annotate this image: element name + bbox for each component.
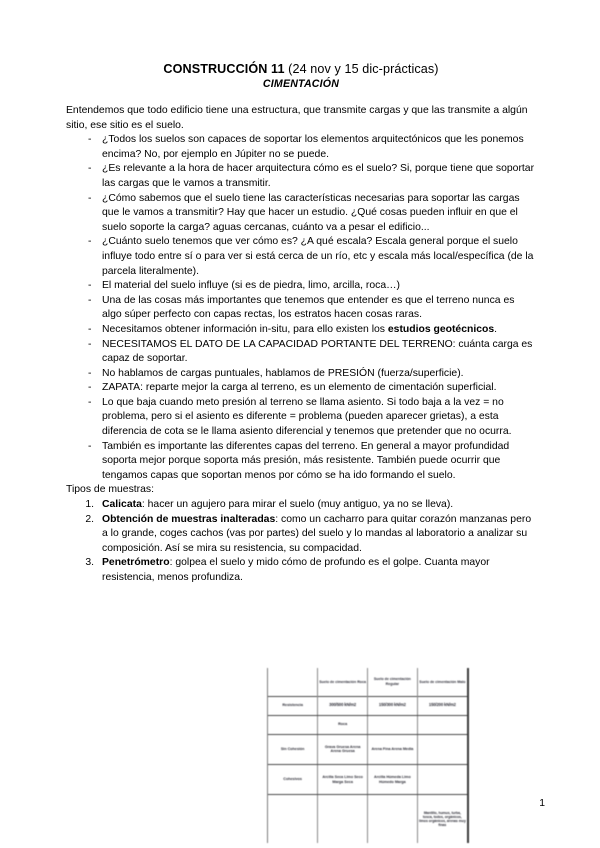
table-header-cell: Suelo de cimentación Malo (417, 668, 467, 696)
list-item-emphasis: estudios geotécnicos (387, 323, 495, 335)
list-item: - También es importante las diferentes capas del terreno. En general a mayor profundidad soporta mejor porque soporta más presión, más resistente. También puede ocurrir que tengamos capas que soportan menos por cómo se ha ido formando el suelo. (66, 440, 536, 484)
table-header-cell: Suelo de cimentación Roca (318, 668, 368, 696)
list-item-text-after: . (494, 323, 498, 335)
list-item-definition: : como un cacharro para quitar corazón manzanas pero a lo grande, coges cachos (vas por partes) del suelo y lo mandas al laboratorio a analizar su composición. Así se mira su resistencia, su compacidad. (102, 513, 532, 554)
page-title (66, 62, 536, 77)
table-cell (318, 795, 368, 843)
document-body (66, 62, 536, 586)
table-row (268, 715, 467, 734)
document-header (66, 62, 536, 91)
table-cell: Arcilla Húmeda Limo Húmedo Marga (368, 764, 418, 794)
table-row (268, 668, 467, 696)
table-cell: 150/200 kN/m2 (417, 696, 467, 715)
table-cell: 150/300 kN/m2 (368, 696, 418, 715)
table-cell: Arcilla Seca Limo Seco Marga Seca (318, 764, 368, 794)
list-item: - ZAPATA: reparte mejor la carga al terreno, es un elemento de cimentación superficial. (66, 381, 536, 396)
table-header-cell: Suelo de cimentación Regular (368, 668, 418, 696)
page-number: 1 (539, 798, 545, 809)
intro-paragraph: Entendemos que todo edificio tiene una estructura, que transmite cargas y que las transmite a algún sitio, ese sitio es el suelo. (66, 105, 528, 131)
list-item: - El material del suelo influye (si es de piedra, limo, arcilla, roca…) (66, 279, 536, 294)
table-cell: Mantillo, humus, turba, tosca, todos, orgánicos, limos orgánicos, arenas muy finas (417, 795, 467, 843)
page-title-rest: (24 nov y 15 dic-prácticas) (284, 62, 439, 76)
list-item: - NECESITAMOS EL DATO DE LA CAPACIDAD PORTANTE DEL TERRENO: cuánta carga es capaz de soportar. (66, 338, 536, 367)
page-title-main: CONSTRUCCIÓN 11 (163, 62, 285, 76)
table-row-label: Cohesivos (268, 764, 318, 794)
list-item: - ¿Todos los suelos son capaces de soportar los elementos arquitectónicos que les ponemos encima? No, por ejemplo en Júpiter no se puede. (66, 133, 536, 162)
list-item-term: Calicata (102, 499, 142, 511)
table-cell (417, 715, 467, 734)
list-item: - ¿Cómo sabemos que el suelo tiene las características necesarias para soportar las cargas que le vamos a transmitir? Hay que hacer un estudio. ¿Qué cosas pueden influir en que el suelo soporte la carga? aguas cercanas, cuánto va a pesar el edificio... (66, 192, 536, 236)
notes-bullet-list (66, 133, 536, 483)
table-cell (417, 734, 467, 764)
table-cell (368, 715, 418, 734)
table-row (268, 795, 467, 843)
list-item-text-before: Necesitamos obtener información in-situ, para ello existen los (102, 323, 388, 335)
list-item: - No hablamos de cargas puntuales, hablamos de PRESIÓN (fuerza/superficie). (66, 367, 536, 382)
list-item: - ¿Es relevante a la hora de hacer arquitectura cómo es el suelo? Si, porque tiene que soportar las cargas que le vamos a transmitir. (66, 162, 536, 191)
table-cell: Roca (318, 715, 368, 734)
list-item-term: Penetrómetro (102, 557, 170, 569)
table-cell: 300/500 kN/m2 (318, 696, 368, 715)
table-row (268, 764, 467, 794)
list-item-definition: : golpea el suelo y mido cómo de profundo es el golpe. Cuanta mayor resistencia, menos profundiza. (102, 557, 490, 583)
page-subtitle: CIMENTACIÓN (262, 78, 340, 90)
list-item: - Lo que baja cuando meto presión al terreno se llama asiento. Si todo baja a la vez = no problema, pero si el asiento es diferente = problema (pueden aparecer grietas), a esta diferencia de cota se le llama asiento diferencial y tenemos que pretender que no ocurra. (66, 396, 536, 440)
table-cell (368, 795, 418, 843)
table-row (268, 696, 467, 715)
list-item (66, 498, 536, 513)
table-cell: Grava Gruesa Arena Arena Gruesa (318, 734, 368, 764)
table-cell (417, 764, 467, 794)
list-item: - Una de las cosas más importantes que tenemos que entender es que el terreno nunca es algo súper perfecto con capas rectas, los estratos hacen cosas raras. (66, 294, 536, 323)
table-cell (268, 668, 318, 696)
list-item (66, 513, 536, 557)
soil-classification-table-figure (267, 668, 469, 843)
table-row-label (268, 795, 318, 843)
table-row (268, 734, 467, 764)
table-row-label (268, 715, 318, 734)
table-row-label: Resistencia (268, 696, 318, 715)
samples-numbered-list (66, 498, 536, 586)
table-cell: Arena Fina Arena Media (368, 734, 418, 764)
list-item (66, 323, 536, 338)
list-item-term: Obtención de muestras inalteradas (102, 513, 276, 525)
list-item (66, 556, 536, 585)
list-item-definition: : hacer un agujero para mirar el suelo (muy antiguo, ya no se lleva). (141, 499, 454, 511)
table-row-label: Sin Cohesión (268, 734, 318, 764)
samples-section-label: Tipos de muestras: (66, 484, 154, 496)
list-item: - ¿Cuánto suelo tenemos que ver cómo es? ¿A qué escala? Escala general porque el suelo influye todo entre sí o para ver si está cerca de un río, etc y escala más local/específica (de la parcela literalmente). (66, 235, 536, 279)
soil-classification-table (268, 668, 467, 843)
